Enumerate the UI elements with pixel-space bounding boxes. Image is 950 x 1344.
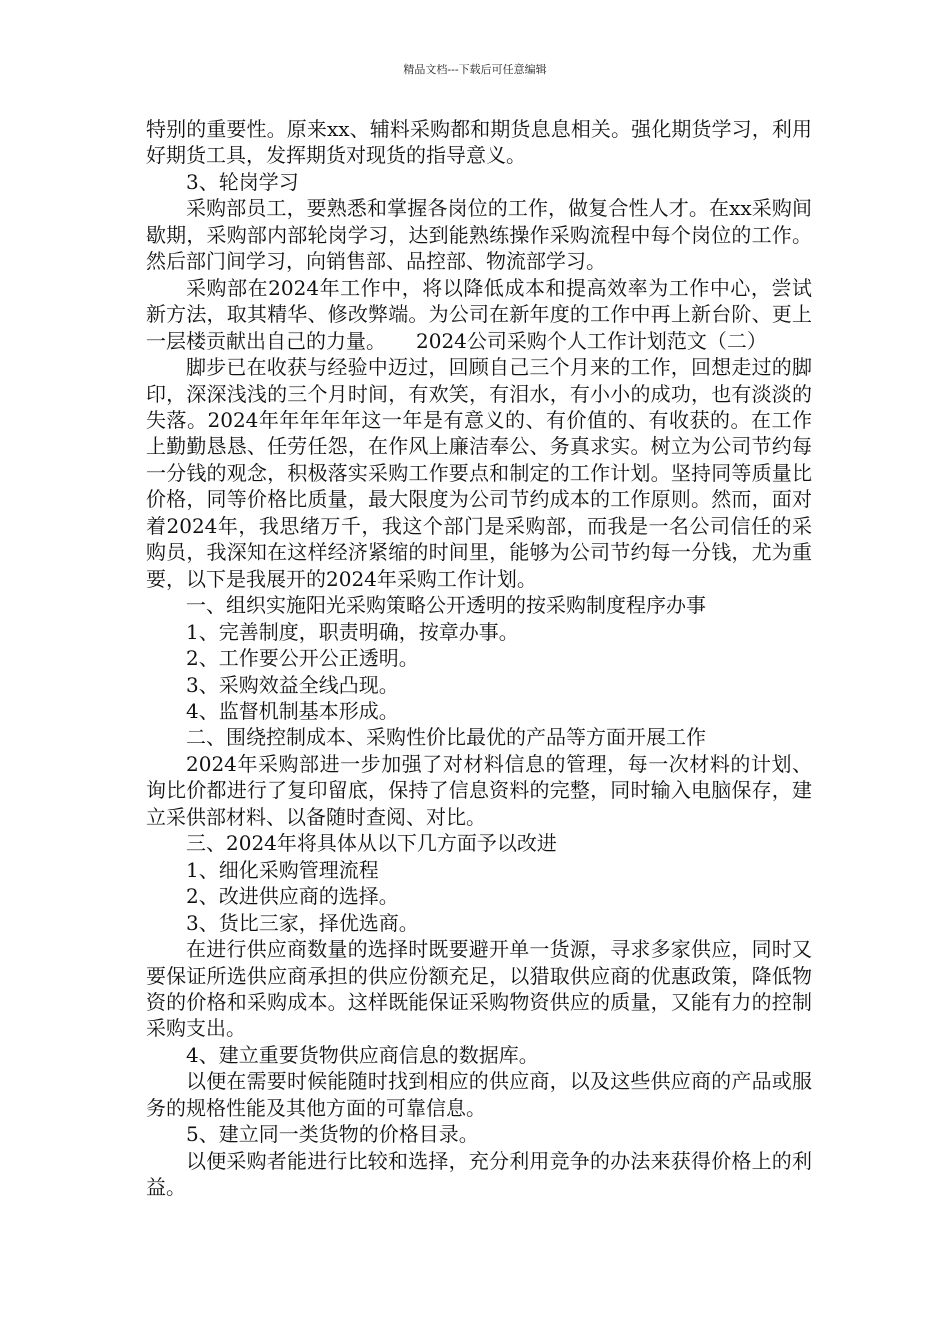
paragraph: 2024年采购部进一步加强了对材料信息的管理，每一次材料的计划、询比价都进行了复印留底，保持了信息资料的完整，同时输入电脑保存，建立采供部材料、以备随时查阅、对比。 bbox=[146, 751, 812, 829]
section-heading: 一、组织实施阳光采购策略公开透明的按采购制度程序办事 bbox=[186, 593, 706, 618]
paragraph: 采购部在2024年工作中，将以降低成本和提高效率为工作中心，尝试新方法，取其精华、修改弊端。为公司在新年度的工作中再上新台阶、更上一层楼贡献出自己的力量。 2024公司采购个人工作计划范文（二） bbox=[146, 275, 812, 353]
section-heading: 3、轮岗学习 bbox=[186, 169, 299, 194]
paragraph: 以便在需要时候能随时找到相应的供应商，以及这些供应商的产品或服务的规格性能及其他方面的可靠信息。 bbox=[146, 1069, 812, 1120]
section-heading: 三、2024年将具体从以下几方面予以改进 bbox=[186, 831, 557, 856]
paragraph: 采购部员工，要熟悉和掌握各岗位的工作，做复合性人才。在xx采购间歇期，采购部内部轮岗学习，达到能熟练操作采购流程中每个岗位的工作。然后部门间学习，向销售部、品控部、物流部学习。 bbox=[146, 196, 812, 274]
list-item: 2、工作要公开公正透明。 bbox=[186, 646, 419, 671]
paragraph: 脚步已在收获与经验中迈过，回顾自己三个月来的工作，回想走过的脚印，深深浅浅的三个月时间，有欢笑，有泪水，有小小的成功，也有淡淡的失落。2024年年年年年这一年是有意义的、有价值的、有收获的。在工作上勤勤恳恳、任劳任怨，在作风上廉洁奉公、务真求实。树立为公司节约每一分钱的观念，积极落实采购工作要点和制定的工作计划。坚持同等质量比价格，同等价格比质量，最大限度为公司节约成本的工作原则。然而，面对着2024年，我思绪万千，我这个部门是采购部，而我是一名公司信任的采购员，我深知在这样经济紧缩的时间里，能够为公司节约每一分钱，尤为重要，以下是我展开的2024年采购工作计划。 bbox=[146, 355, 812, 591]
document-body bbox=[146, 116, 812, 1201]
paragraph: 特别的重要性。原来xx、辅料采购都和期货息息相关。强化期货学习，利用好期货工具，发挥期货对现货的指导意义。 bbox=[146, 117, 812, 168]
list-item: 4、监督机制基本形成。 bbox=[186, 698, 399, 723]
list-item: 1、细化采购管理流程 bbox=[186, 857, 379, 882]
paragraph: 以便采购者能进行比较和选择，充分利用竞争的办法来获得价格上的利益。 bbox=[146, 1148, 812, 1200]
list-item: 5、建立同一类货物的价格目录。 bbox=[186, 1122, 479, 1147]
list-item: 2、改进供应商的选择。 bbox=[186, 884, 399, 909]
list-item: 4、建立重要货物供应商信息的数据库。 bbox=[186, 1042, 539, 1067]
paragraph: 在进行供应商数量的选择时既要避开单一货源，寻求多家供应，同时又要保证所选供应商承担的供应份额充足，以猎取供应商的优惠政策，降低物资的价格和采购成本。这样既能保证采购物资供应的质量，又能有力的控制采购支出。 bbox=[146, 937, 812, 1041]
page-header: 精品文档---下载后可任意编辑 bbox=[403, 63, 547, 76]
list-item: 3、货比三家，择优选商。 bbox=[186, 910, 419, 935]
section-heading: 二、围绕控制成本、采购性价比最优的产品等方面开展工作 bbox=[186, 725, 706, 750]
list-item: 1、完善制度，职责明确，按章办事。 bbox=[186, 619, 519, 644]
list-item: 3、采购效益全线凸现。 bbox=[186, 672, 399, 697]
